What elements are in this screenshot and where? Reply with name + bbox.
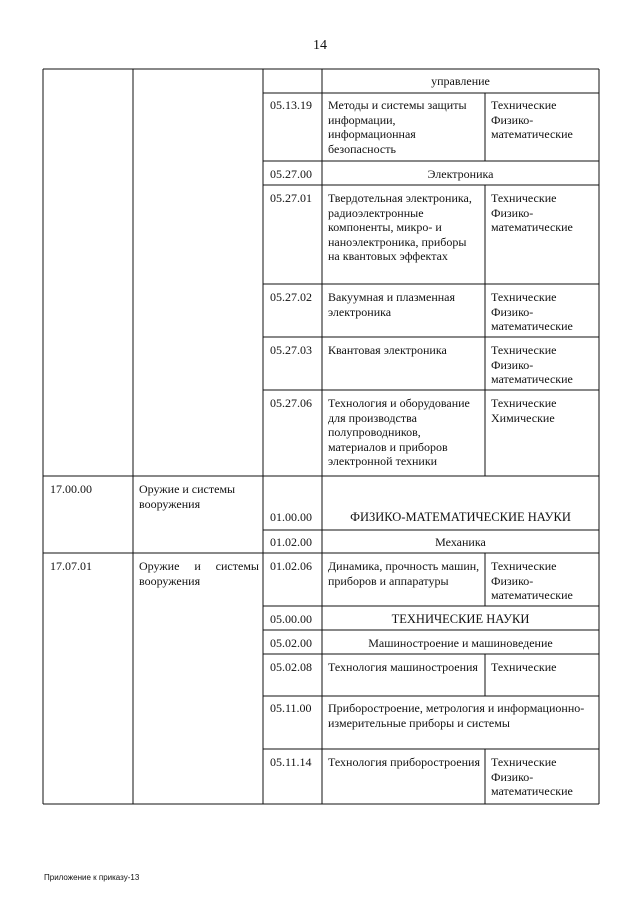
branch-cell: Технические Физико-математические (491, 290, 573, 333)
specialty-name: Оружие и системы вооружения (139, 559, 259, 588)
code-cell: 05.11.14 (270, 755, 312, 769)
name-cell: Вакуумная и плазменная электроника (328, 290, 456, 319)
branch-cell: Технические Физико-математические (491, 98, 573, 141)
specialty-name: Оружие и системы вооружения (139, 482, 236, 511)
branch-cell: Технические Химические (491, 396, 557, 425)
branch-cell: Технические (491, 660, 557, 674)
code-cell: 05.27.00 (270, 167, 312, 181)
name-cell: Квантовая электроника (328, 343, 447, 357)
code-cell: 01.02.06 (270, 559, 312, 573)
code-cell: 05.11.00 (270, 701, 312, 715)
code-cell: 05.02.08 (270, 660, 312, 674)
page-number: 14 (313, 38, 327, 53)
code-cell: 05.27.02 (270, 290, 312, 304)
code-cell: 01.00.00 (270, 510, 312, 524)
code-cell: 05.13.19 (270, 98, 312, 112)
name-cell: Технология машиностроения (328, 660, 478, 674)
branch-cell: Технические Физико-математические (491, 559, 573, 602)
group-title: ФИЗИКО-МАТЕМАТИЧЕСКИЕ НАУКИ (350, 510, 571, 524)
group-title: Приборостроение, метрология и информационно-измерительные приборы и системы (328, 701, 585, 730)
specialty-code: 17.07.01 (50, 559, 92, 573)
group-title: Электроника (427, 167, 494, 181)
branch-cell: Технические Физико-математические (491, 191, 573, 234)
code-cell: 05.27.06 (270, 396, 312, 410)
group-title: Механика (435, 535, 486, 549)
name-cell: Твердотельная электроника, радиоэлектронные компоненты, микро- и наноэлектроника, приборы на квантовых эффектах (328, 191, 472, 263)
name-cell: Технология приборостроения (328, 755, 480, 769)
footer-note: Приложение к приказу-13 (44, 873, 140, 882)
name-cell: Динамика, прочность машин, приборов и аппаратуры (328, 559, 480, 588)
name-cell: Технология и оборудование для производства полупроводников, материалов и приборов электронной техники (328, 396, 470, 468)
group-title: Машиностроение и машиноведение (368, 636, 553, 650)
code-cell: 05.27.03 (270, 343, 312, 357)
branch-cell: Технические Физико-математические (491, 343, 573, 386)
code-cell: 05.00.00 (270, 612, 312, 626)
group-title: управление (431, 74, 490, 88)
group-title: ТЕХНИЧЕСКИЕ НАУКИ (391, 612, 530, 626)
name-cell: Методы и системы защиты информации, информационная безопасность (328, 98, 467, 156)
code-cell: 05.27.01 (270, 191, 312, 205)
code-cell: 05.02.00 (270, 636, 312, 650)
code-cell: 01.02.00 (270, 535, 312, 549)
branch-cell: Технические Физико-математические (491, 755, 573, 798)
specialty-code: 17.00.00 (50, 482, 92, 496)
